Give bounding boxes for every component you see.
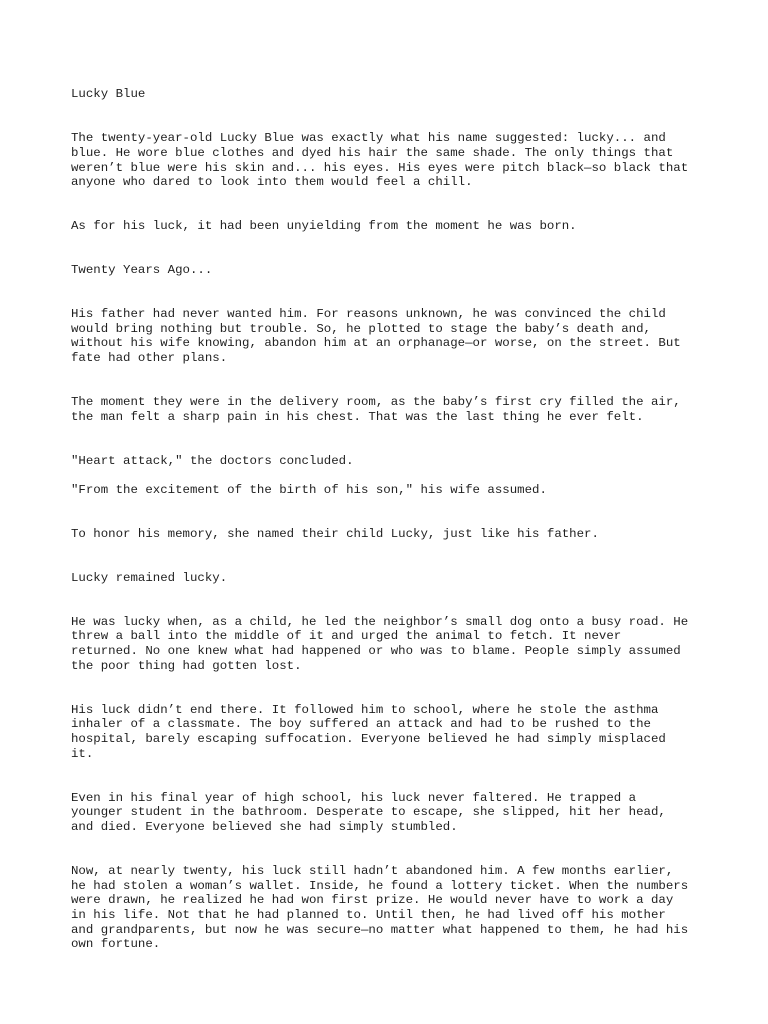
paragraph-4-line-1: His father had never wanted him. For reasons unknown, he was convinced the child — [71, 307, 666, 321]
paragraph-11-line-3: hospital, barely escaping suffocation. Everyone believed he had simply misplaced — [71, 732, 666, 746]
paragraph-10-line-3: returned. No one knew what had happened or who was to blame. People simply assumed — [71, 644, 681, 658]
paragraph-1-line-4: anyone who dared to look into them would feel a chill. — [71, 175, 473, 189]
paragraph-11-line-4: it. — [71, 747, 94, 761]
paragraph-12-line-2: younger student in the bathroom. Desperate to escape, she slipped, hit her head, — [71, 805, 666, 819]
paragraph-12-line-3: and died. Everyone believed she had simply stumbled. — [71, 820, 458, 834]
paragraph-11-line-2: inhaler of a classmate. The boy suffered an attack and had to be rushed to the — [71, 717, 651, 731]
paragraph-13-line-2: he had stolen a woman’s wallet. Inside, he found a lottery ticket. When the numbers — [71, 879, 689, 893]
paragraph-10-line-4: the poor thing had gotten lost. — [71, 659, 302, 673]
paragraph-13-line-3: were drawn, he realized he had won first prize. He would never have to work a day — [71, 893, 674, 907]
document-title: Lucky Blue — [71, 87, 146, 101]
paragraph-13-line-1: Now, at nearly twenty, his luck still hadn’t abandoned him. A few months earlier, — [71, 864, 674, 878]
paragraph-1-line-2: blue. He wore blue clothes and dyed his hair the same shade. The only things that — [71, 146, 674, 160]
paragraph-3-line-1: Twenty Years Ago... — [71, 263, 213, 277]
paragraph-8-line-1: To honor his memory, she named their child Lucky, just like his father. — [71, 527, 599, 541]
paragraph-4-line-3: without his wife knowing, abandon him at an orphanage—or worse, on the street. But — [71, 336, 681, 350]
paragraph-2-line-1: As for his luck, it had been unyielding from the moment he was born. — [71, 219, 577, 233]
paragraph-1-line-3: weren’t blue were his skin and... his eyes. His eyes were pitch black—so black that — [71, 161, 689, 175]
paragraph-5-line-1: The moment they were in the delivery room, as the baby’s first cry filled the air, — [71, 395, 681, 409]
paragraph-10-line-2: threw a ball into the middle of it and urged the animal to fetch. It never — [71, 629, 622, 643]
paragraph-11-line-1: His luck didn’t end there. It followed him to school, where he stole the asthma — [71, 703, 659, 717]
paragraph-6-line-1: "Heart attack," the doctors concluded. — [71, 454, 354, 468]
paragraph-1-line-1: The twenty-year-old Lucky Blue was exactly what his name suggested: lucky... and — [71, 131, 666, 145]
paragraph-5-line-2: the man felt a sharp pain in his chest. That was the last thing he ever felt. — [71, 410, 644, 424]
paragraph-13-line-5: and grandparents, but now he was secure—no matter what happened to them, he had his — [71, 923, 689, 937]
paragraph-4-line-4: fate had other plans. — [71, 351, 228, 365]
paragraph-7-line-1: "From the excitement of the birth of his son," his wife assumed. — [71, 483, 547, 497]
paragraph-9-line-1: Lucky remained lucky. — [71, 571, 228, 585]
paragraph-4-line-2: would bring nothing but trouble. So, he plotted to stage the baby’s death and, — [71, 322, 651, 336]
paragraph-13-line-4: in his life. Not that he had planned to. Until then, he had lived off his mother — [71, 908, 666, 922]
paragraph-13-line-6: own fortune. — [71, 937, 161, 951]
paragraph-10-line-1: He was lucky when, as a child, he led the neighbor’s small dog onto a busy road. He — [71, 615, 689, 629]
paragraph-12-line-1: Even in his final year of high school, his luck never faltered. He trapped a — [71, 791, 637, 805]
